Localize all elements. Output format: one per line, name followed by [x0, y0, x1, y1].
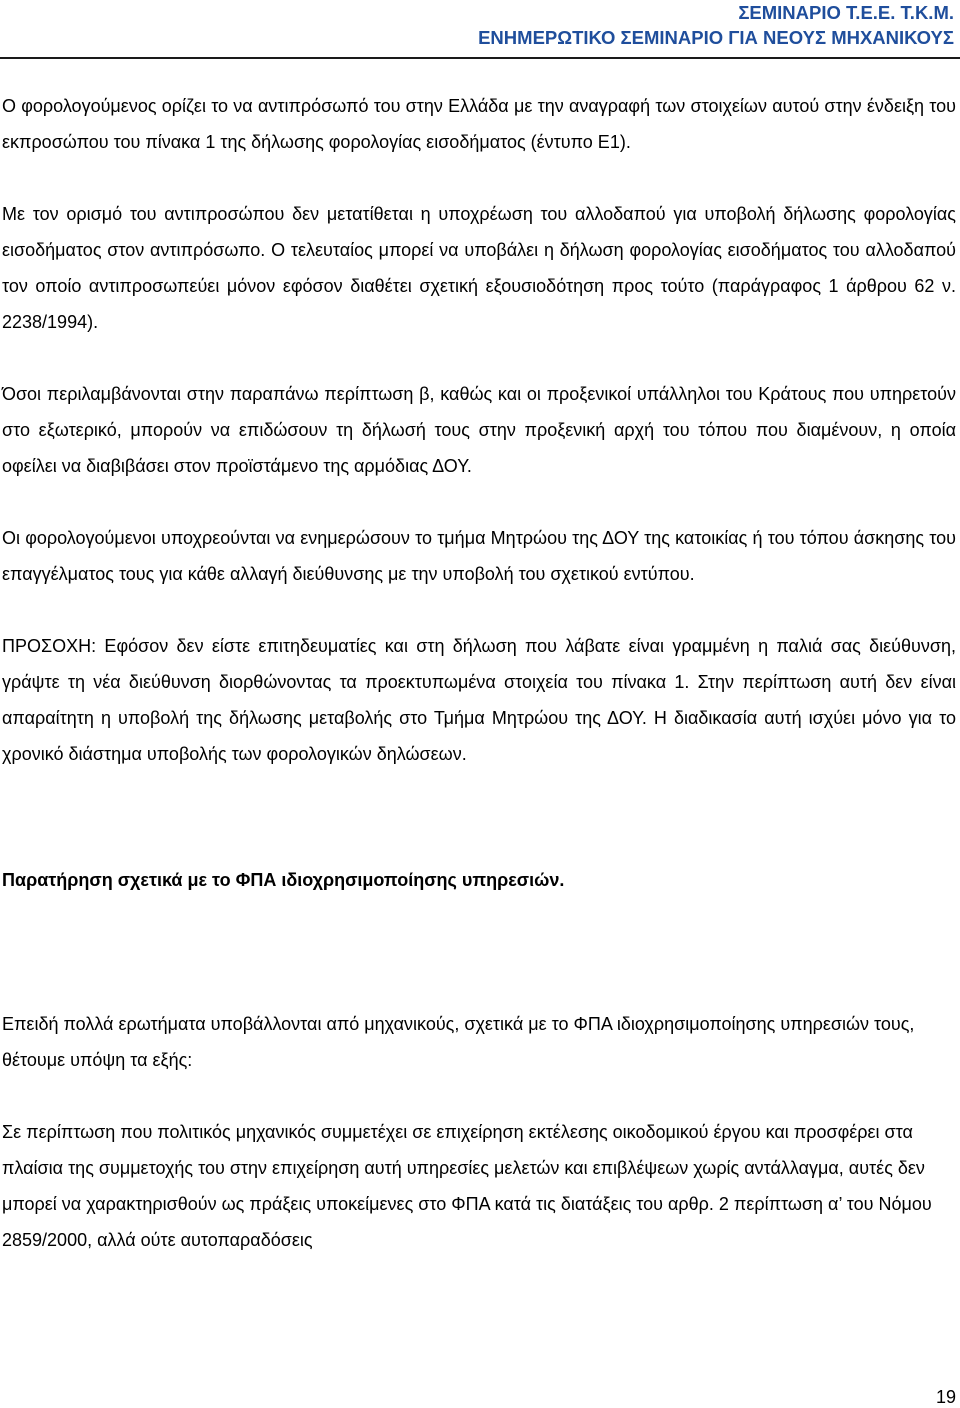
paragraph: Όσοι περιλαμβάνονται στην παραπάνω περίπτωση β, καθώς και οι προξενικοί υπάλληλοι του Κράτους που υπηρετούν στο εξωτερικό, μπορούν να επιδώσουν τη δήλωσή τους στην προξενική αρχή του τόπου που διαμένουν, η οποία οφείλει να διαβιβάσει στον προϊστάμενο της αρμόδιας ΔΟΥ.: [2, 384, 956, 476]
paragraph: Ο φορολογούμενος ορίζει το να αντιπρόσωπό του στην Ελλάδα με την αναγραφή των στοιχείων αυτού στην ένδειξη του εκπροσώπου του πίνακα 1 της δήλωσης φορολογίας εισοδήματος (έντυπο Ε1).: [2, 96, 956, 152]
section-paragraph: Σε περίπτωση που πολιτικός μηχανικός συμμετέχει σε επιχείρηση εκτέλεσης οικοδομικού έργου και προσφέρει στα πλαίσια της συμμετοχής του στην επιχείρηση αυτή υπηρεσίες μελετών και επιβλέψεων χωρίς αντάλλαγμα, αυτές δεν μπορεί να χαρακτηρισθούν ως πράξεις υποκείμενες στο ΦΠΑ κατά τις διατάξεις του αρθρ. 2 περίπτωση α’ του Νόμου 2859/2000, αλλά ούτε αυτοπαραδόσεις: [2, 1122, 932, 1250]
paragraph: Με τον ορισμό του αντιπροσώπου δεν μετατίθεται η υποχρέωση του αλλοδαπού για υποβολή δήλωσης φορολογίας εισοδήματος στον αντιπρόσωπο. Ο τελευταίος μπορεί να υποβάλει η δήλωση φορολογίας εισοδήματος του αλλοδαπού τον οποίο αντιπροσωπεύει μόνον εφόσον διαθέτει σχετική εξουσιοδότηση προς τούτο (παράγραφος 1 άρθρου 62 ν. 2238/1994).: [2, 204, 956, 332]
header-subtitle: ΕΝΗΜΕΡΩΤΙΚΟ ΣΕΜΙΝΑΡΙΟ ΓΙΑ ΝΕΟΥΣ ΜΗΧΑΝΙΚΟΥΣ: [478, 27, 954, 48]
paragraph: ΠΡΟΣΟΧΗ: Εφόσον δεν είστε επιτηδευματίες και στη δήλωση που λάβατε είναι γραμμένη η παλιά σας διεύθυνση, γράψτε τη νέα διεύθυνση διορθώνοντας τα προεκτυπωμένα στοιχεία του πίνακα 1. Στην περίπτωση αυτή δεν είναι απαραίτητη η υποβολή της δήλωσης μεταβολής στο Τμήμα Μητρώου της ΔΟΥ. Η διαδικασία αυτή ισχύει μόνο για το χρονικό διάστημα υποβολής των φορολογικών δηλώσεων.: [2, 636, 956, 764]
page-number: 19: [935, 1387, 956, 1407]
paragraph: Οι φορολογούμενοι υποχρεούνται να ενημερώσουν το τμήμα Μητρώου της ΔΟΥ της κατοικίας ή του τόπου άσκησης του επαγγέλματος τους για κάθε αλλαγή διεύθυνσης με την υποβολή του σχετικού εντύπου.: [2, 528, 956, 584]
section-paragraph: Επειδή πολλά ερωτήματα υποβάλλονται από μηχανικούς, σχετικά με το ΦΠΑ ιδιοχρησιμοποίησης υπηρεσιών τους, θέτουμε υπόψη τα εξής:: [2, 1014, 915, 1070]
page-header: [478, 0, 954, 50]
header-divider: [0, 57, 960, 59]
document-body: [2, 88, 956, 1258]
header-title: ΣΕΜΙΝΑΡΙΟ Τ.Ε.Ε. Τ.Κ.Μ.: [738, 2, 954, 23]
section-heading: Παρατήρηση σχετικά με το ΦΠΑ ιδιοχρησιμοποίησης υπηρεσιών.: [2, 870, 565, 890]
